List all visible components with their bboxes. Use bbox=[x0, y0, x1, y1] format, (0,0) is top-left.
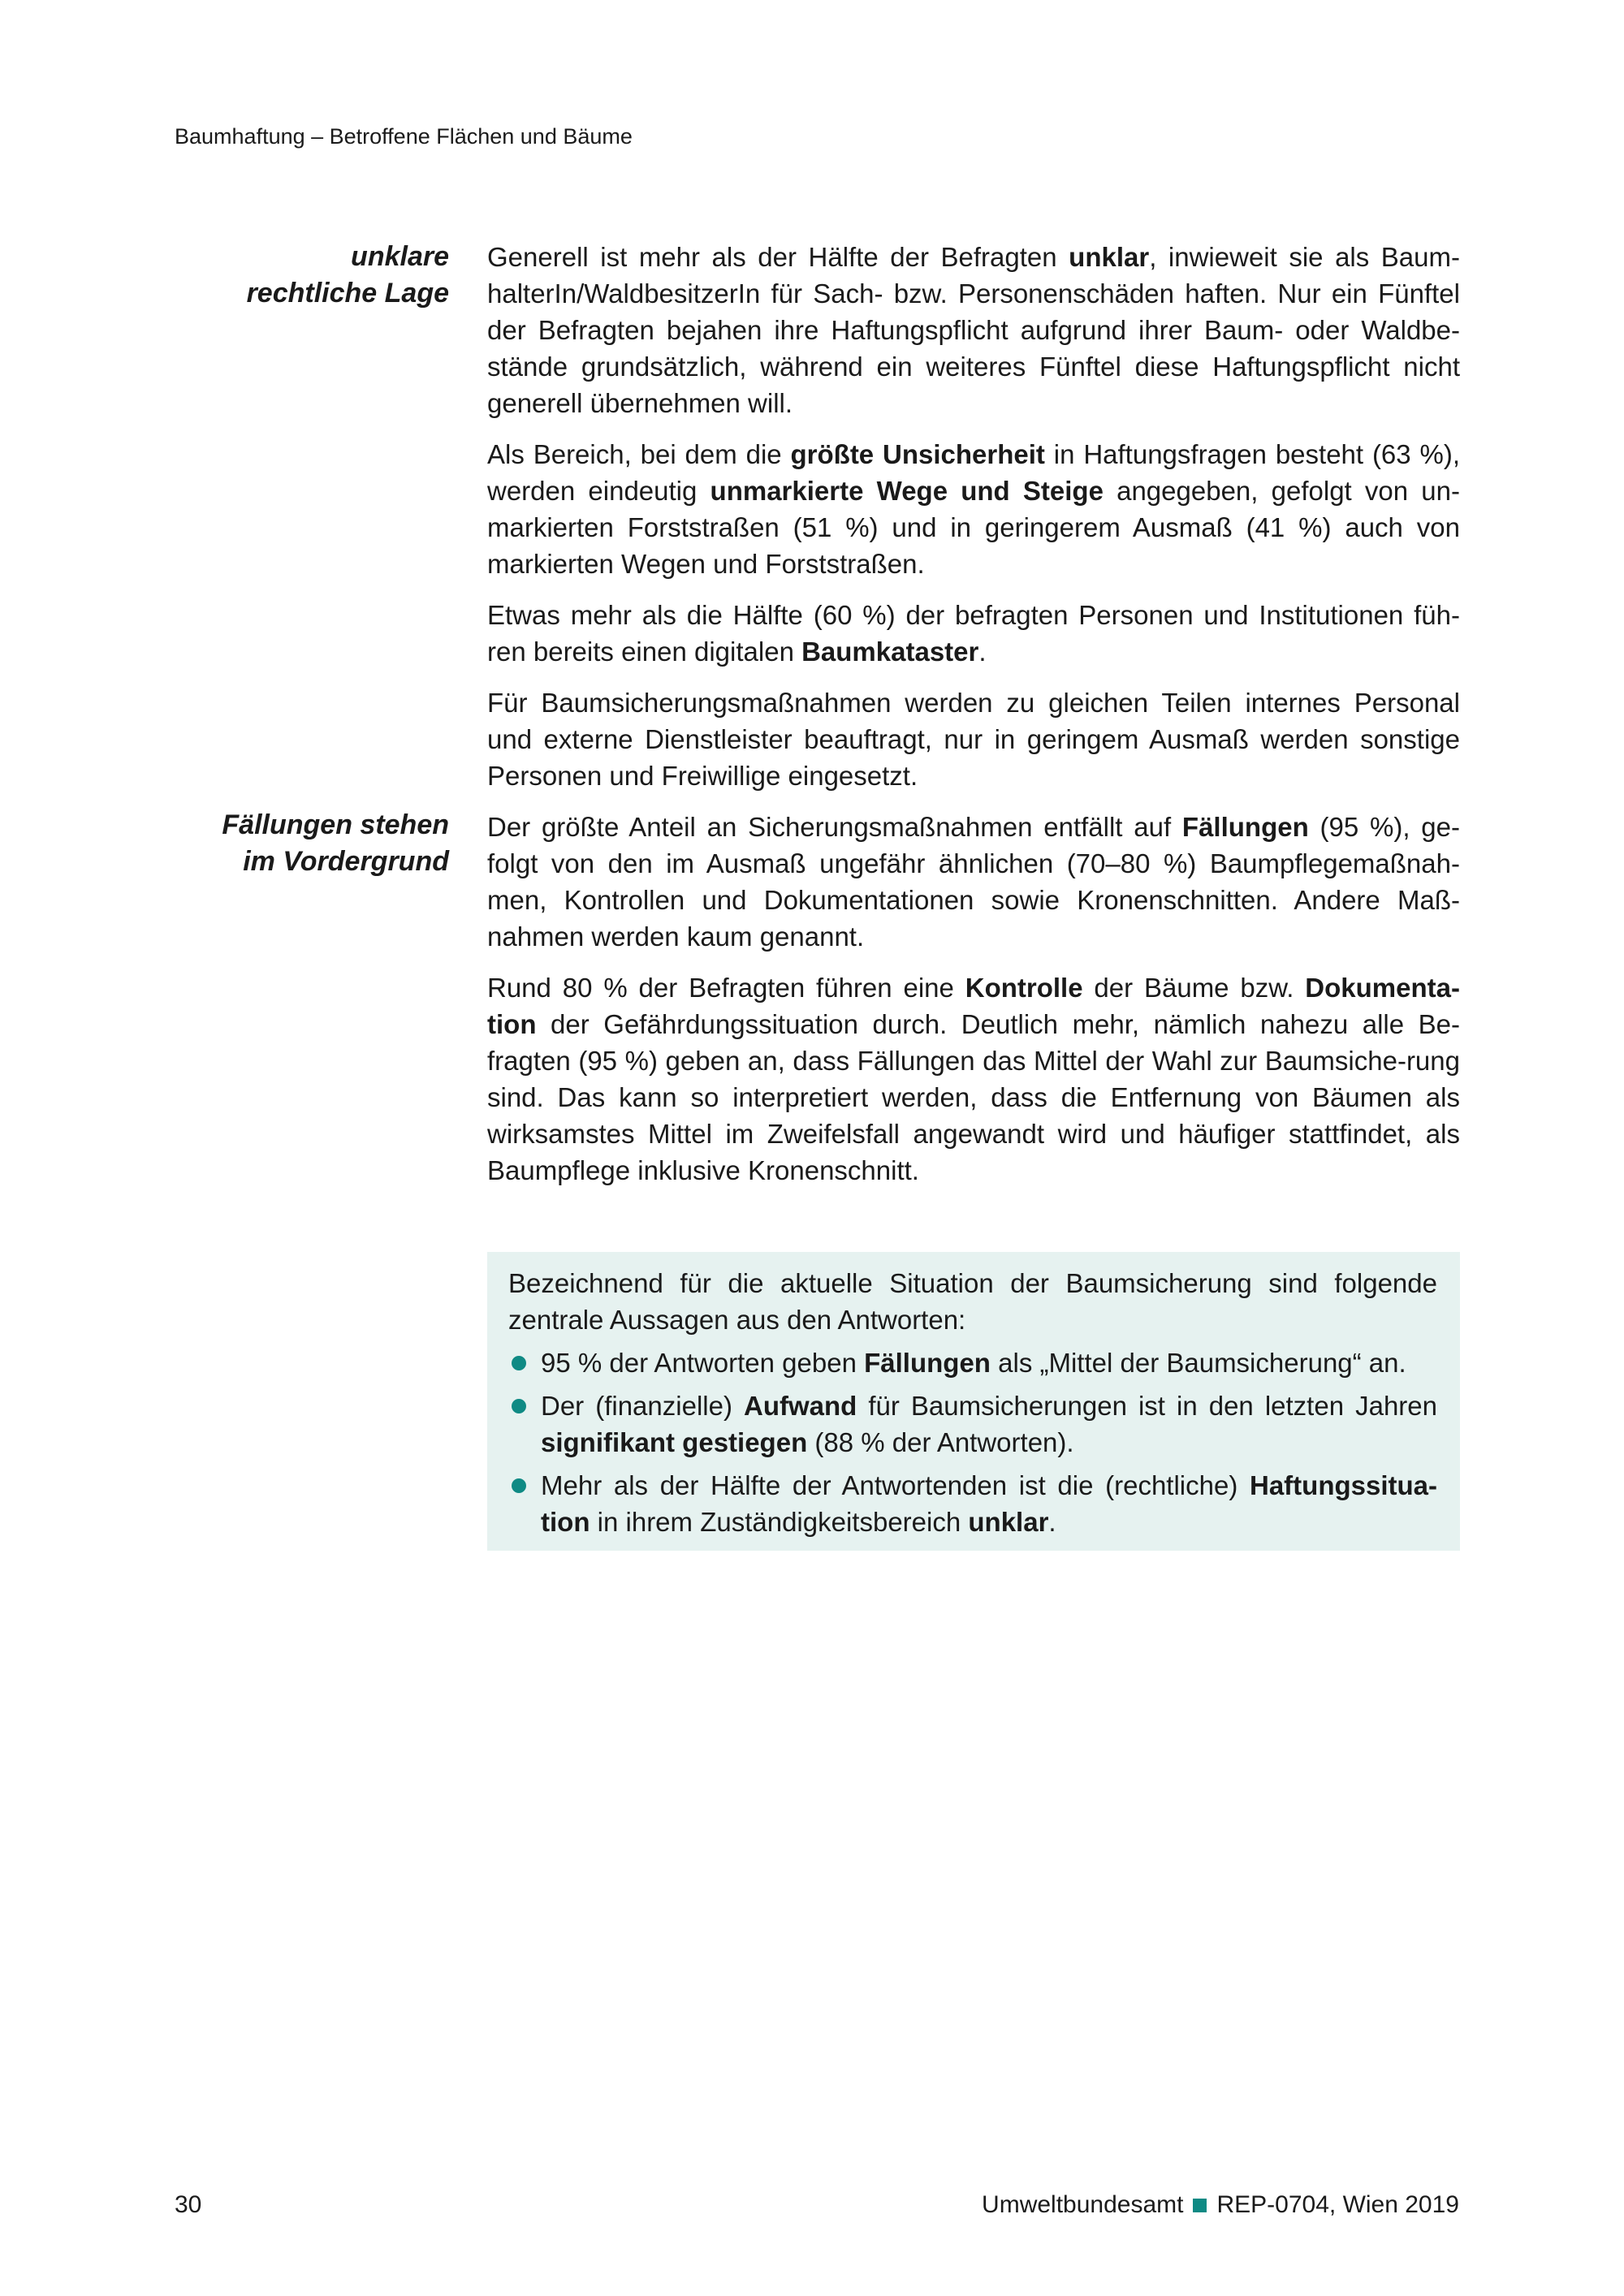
bold-run: Fällungen bbox=[864, 1348, 991, 1378]
text-run: Für Baumsicherungsmaßnahmen werden zu gleichen Teilen internes Personal und externe Dienstleister beauftragt, nur in geringem Ausmaß werden sonstige Personen und Freiwillige eingesetzt. bbox=[487, 688, 1460, 791]
paragraph-controls bbox=[487, 969, 1460, 1189]
margin-note-legal-situation bbox=[189, 239, 449, 312]
bold-run: unmarkierte Wege und Steige bbox=[710, 476, 1104, 506]
bold-run: unklar bbox=[1069, 242, 1150, 272]
text-run: Generell ist mehr als der Hälfte der Befragten bbox=[487, 242, 1069, 272]
text-run: in ihrem Zuständigkeitsbereich bbox=[590, 1507, 969, 1537]
bullet-dot-icon bbox=[512, 1356, 526, 1370]
list-item bbox=[508, 1467, 1437, 1540]
margin-note-line: rechtliche Lage bbox=[246, 278, 449, 309]
page-number: 30 bbox=[175, 2191, 202, 2218]
bold-run: Kontrolle bbox=[965, 973, 1083, 1003]
running-header: Baumhaftung – Betroffene Flächen und Bäume bbox=[175, 124, 633, 149]
footer-publication bbox=[982, 2189, 1459, 2221]
square-separator-icon bbox=[1193, 2199, 1207, 2212]
bullet-dot-icon bbox=[512, 1478, 526, 1493]
bold-run: Baumkataster bbox=[801, 637, 979, 667]
text-run: als „Mittel der Baumsicherung“ an. bbox=[990, 1348, 1406, 1378]
paragraph-safety-measures bbox=[487, 809, 1460, 955]
bold-run: signifikant gestiegen bbox=[541, 1427, 808, 1457]
text-run: 95 % der Antworten geben bbox=[541, 1348, 865, 1378]
key-findings-box bbox=[487, 1252, 1460, 1551]
text-run: Etwas mehr als die Hälfte (60 %) der befragten Personen und Institutionen füh-ren bereits einen digitalen bbox=[487, 600, 1460, 667]
text-run: . bbox=[978, 637, 987, 667]
text-run: Mehr als der Hälfte der Antwortenden ist die (rechtliche) bbox=[541, 1470, 1250, 1500]
paragraph-tree-cadastre bbox=[487, 597, 1460, 670]
list-item bbox=[508, 1344, 1437, 1381]
text-run: angegeben, gefolgt von un-markierten Forststraßen (51 %) und in geringerem Ausmaß (41 %) auch von markierten Wegen und Forststraßen. bbox=[487, 476, 1460, 579]
text-run: für Baumsicherungen ist in den letzten Jahren bbox=[857, 1391, 1438, 1421]
text-run: der Bäume bzw. bbox=[1082, 973, 1306, 1003]
report-id: REP-0704, Wien 2019 bbox=[1216, 2191, 1459, 2218]
text-run: , inwieweit sie als Baum-halterIn/WaldbesitzerIn für Sach- bzw. Personenschäden haften. Nur ein Fünftel der Befragten bejahen ihre Haftungspflicht aufgrund ihrer Baum- oder Waldbe-stände grundsätzlich, während ein weiteres Fünftel diese Haftungspflicht nicht generell übernehmen will. bbox=[487, 242, 1460, 418]
margin-note-line: im Vordergrund bbox=[243, 846, 449, 877]
text-run: in Haftungsfragen besteht (63 %), werden eindeutig bbox=[487, 439, 1461, 506]
bold-run: unklar bbox=[968, 1507, 1049, 1537]
bold-run: Dokumenta-tion bbox=[487, 973, 1460, 1039]
text-run: . bbox=[1048, 1507, 1056, 1537]
publisher-name: Umweltbundesamt bbox=[982, 2191, 1184, 2218]
text-run: Als Bereich, bei dem die bbox=[487, 439, 791, 469]
text-run: Der größte Anteil an Sicherungsmaßnahmen entfällt auf bbox=[487, 812, 1182, 842]
list-item bbox=[508, 1388, 1437, 1461]
margin-note-line: Fällungen stehen bbox=[222, 809, 449, 840]
text-run: (88 % der Antworten). bbox=[807, 1427, 1074, 1457]
margin-note-fellings bbox=[189, 807, 449, 880]
bullet-dot-icon bbox=[512, 1399, 526, 1413]
margin-note-line: unklare bbox=[351, 241, 449, 272]
bold-run: Aufwand bbox=[744, 1391, 857, 1421]
bold-run: größte Unsicherheit bbox=[790, 439, 1045, 469]
paragraph-uncertainty-areas bbox=[487, 436, 1460, 582]
key-findings-intro: Bezeichnend für die aktuelle Situation der Baumsicherung sind folgende zentrale Aussagen aus den Antworten: bbox=[508, 1268, 1437, 1335]
body-text bbox=[487, 239, 1460, 1203]
key-findings-list bbox=[508, 1344, 1437, 1540]
bold-run: Fällungen bbox=[1181, 812, 1309, 842]
bold-run: Haftungssitua-tion bbox=[541, 1470, 1437, 1537]
text-run: Der (finanzielle) bbox=[541, 1391, 744, 1421]
text-run: der Gefährdungssituation durch. Deutlich mehr, nämlich nahezu alle Be-fragten (95 %) geben an, dass Fällungen das Mittel der Wahl zur Baumsiche-rung sind. Das kann so interpretiert werden, dass die Entfernung von Bäumen als wirksamstes Mittel im Zweifelsfall angewandt wird und häufiger stattfindet, als Baumpflege inklusive Kronenschnitt. bbox=[487, 1009, 1460, 1185]
text-run: (95 %), ge-folgt von den im Ausmaß ungefähr ähnlichen (70–80 %) Baumpflegemaßnah-men, Kontrollen und Dokumentationen sowie Kronenschnitten. Andere Maß-nahmen werden kaum genannt. bbox=[487, 812, 1460, 952]
text-run: Rund 80 % der Befragten führen eine bbox=[487, 973, 965, 1003]
paragraph-liability-unclear bbox=[487, 239, 1460, 421]
paragraph-personnel bbox=[487, 684, 1460, 794]
